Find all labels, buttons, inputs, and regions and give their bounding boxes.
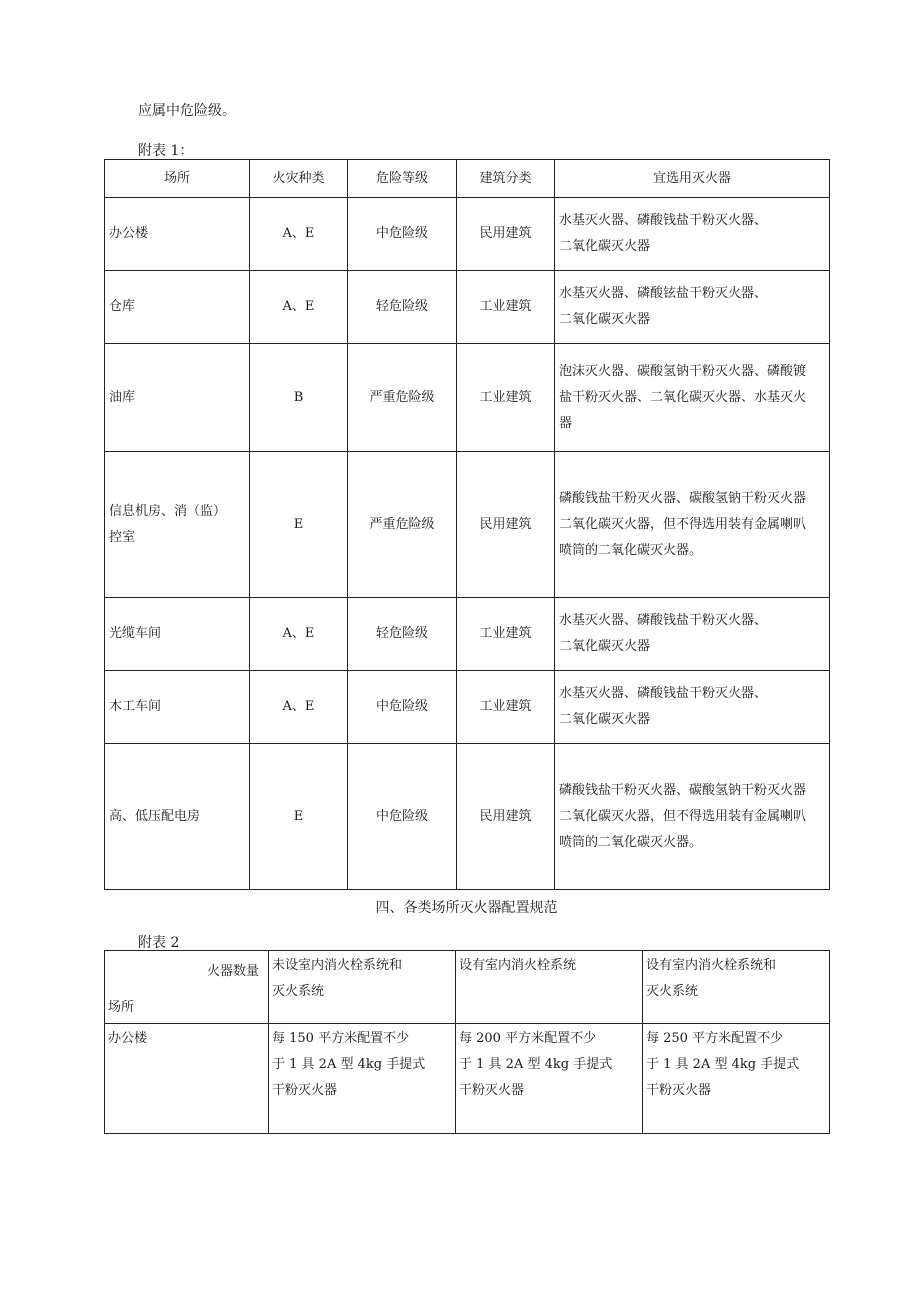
risk-cell: 轻危险级 (348, 271, 457, 344)
category-cell: 民用建筑 (457, 198, 555, 271)
table2-header-row (105, 951, 830, 1024)
extinguisher-line: 器 (559, 415, 573, 431)
fire-type-cell: A、E (250, 198, 348, 271)
extinguisher-line: 泡沫灭火器、碳酸氢钠干粉灭火器、磷酸镀 (559, 363, 807, 379)
header-place: 场所 (105, 160, 250, 198)
extinguisher-line: 二氧化碳灭火器 (559, 239, 651, 254)
fire-type-cell: A、E (250, 598, 348, 671)
place-line: 控室 (109, 529, 136, 545)
category-cell: 民用建筑 (457, 452, 555, 598)
category-cell: 工业建筑 (457, 598, 555, 671)
extinguisher-line: 二氧化碳灭火器 (559, 312, 651, 327)
col-header-line: 灭火系统 (272, 984, 325, 999)
table-row (105, 598, 830, 671)
table1-caption: 附表 1： (138, 143, 194, 159)
extinguisher-line: 水基灭火器、磷酸钱盐干粉灭火器、 (559, 613, 768, 628)
extinguisher-line: 喷筒的二氧化碳灭火器。 (559, 834, 703, 850)
extinguisher-line: 二氧化碳灭火器，但不得选用装有金属喇叭 (559, 516, 807, 532)
category-cell: 工业建筑 (457, 671, 555, 744)
fire-type-cell: B (250, 344, 348, 452)
extinguisher-line: 水基灭火器、磷酸铉盐干粉灭火器、 (559, 286, 768, 301)
table-row (105, 1024, 830, 1134)
col-header-line: 设有室内消火栓系统 (459, 958, 577, 973)
extinguisher-cell (555, 744, 830, 890)
extinguisher-cell (555, 452, 830, 598)
section-heading: 四、各类场所灭火器配置规范 (375, 900, 558, 916)
allocation-line: 每 200 平方米配置不少 (459, 1031, 597, 1046)
risk-cell: 中危险级 (348, 744, 457, 890)
table-row (105, 198, 830, 271)
fire-type-cell: E (250, 744, 348, 890)
corner-header-quantity: 火器数量 (206, 964, 259, 979)
extinguisher-line: 喷筒的二氧化碳灭火器。 (559, 542, 703, 558)
col-header-hydrant-and-system (643, 951, 830, 1024)
allocation-line: 于 1 具 2A 型 4kg 手提式 (272, 1057, 426, 1072)
risk-cell: 轻危险级 (348, 598, 457, 671)
extinguisher-cell (555, 271, 830, 344)
extinguisher-cell (555, 598, 830, 671)
allocation-line: 于 1 具 2A 型 4kg 手提式 (459, 1057, 613, 1072)
col-header-line: 未设室内消火栓系统和 (272, 958, 403, 973)
risk-cell: 中危险级 (348, 198, 457, 271)
table-row (105, 452, 830, 598)
allocation-line: 每 150 平方米配置不少 (272, 1031, 410, 1046)
allocation-line: 干粉灭火器 (459, 1083, 525, 1098)
col-header-no-hydrant (269, 951, 456, 1024)
allocation-cell (456, 1024, 643, 1134)
header-risk-level: 危险等级 (348, 160, 457, 198)
corner-header-cell (105, 951, 269, 1024)
place-cell: 油库 (105, 344, 250, 452)
table-row (105, 744, 830, 890)
extinguisher-line: 盐干粉灭火器、二氧化碳灭火器、水基灭火 (559, 389, 807, 405)
place-cell: 办公楼 (105, 198, 250, 271)
fire-type-cell: E (250, 452, 348, 598)
risk-cell: 严重危险级 (348, 452, 457, 598)
allocation-line: 于 1 具 2A 型 4kg 手提式 (646, 1057, 800, 1072)
extinguisher-line: 二氧化碳灭火器，但不得选用装有金属喇叭 (559, 808, 807, 824)
category-cell: 民用建筑 (457, 744, 555, 890)
fire-type-cell: A、E (250, 671, 348, 744)
col-header-with-hydrant (456, 951, 643, 1024)
col-header-line: 设有室内消火栓系统和 (646, 958, 777, 973)
extinguisher-line: 磷酸钱盐干粉灭火器、碳酸氢钠干粉灭火器 (559, 490, 807, 506)
header-extinguisher: 宜选用灭火器 (555, 160, 830, 198)
category-cell: 工业建筑 (457, 271, 555, 344)
allocation-line: 每 250 平方米配置不少 (646, 1031, 784, 1046)
table-row (105, 344, 830, 452)
place-cell: 木工车间 (105, 671, 250, 744)
intro-line: 应属中危险级。 (138, 103, 236, 119)
table2-caption: 附表 2 (138, 935, 180, 951)
place-cell: 光缆车间 (105, 598, 250, 671)
col-header-line: 灭火系统 (646, 984, 699, 999)
extinguisher-cell (555, 344, 830, 452)
extinguisher-line: 水基灭火器、磷酸钱盐干粉灭火器、 (559, 213, 768, 228)
table-row (105, 671, 830, 744)
table-row (105, 271, 830, 344)
place-cell: 仓库 (105, 271, 250, 344)
extinguisher-line: 二氧化碳灭火器 (559, 712, 651, 727)
extinguisher-line: 二氧化碳灭火器 (559, 639, 651, 654)
allocation-line: 干粉灭火器 (272, 1083, 338, 1098)
fire-classification-table (104, 159, 830, 890)
header-building-category: 建筑分类 (457, 160, 555, 198)
place-line: 信息机房、消（监） (109, 503, 227, 519)
header-fire-type: 火灾种类 (250, 160, 348, 198)
category-cell: 工业建筑 (457, 344, 555, 452)
place-cell: 办公楼 (105, 1024, 269, 1134)
allocation-cell (269, 1024, 456, 1134)
table1-header-row (105, 160, 830, 198)
place-cell: 高、低压配电房 (105, 744, 250, 890)
extinguisher-line: 水基灭火器、磷酸钱盐干粉灭火器、 (559, 686, 768, 701)
place-cell (105, 452, 250, 598)
extinguisher-allocation-table (104, 950, 830, 1134)
extinguisher-cell (555, 671, 830, 744)
allocation-line: 干粉灭火器 (646, 1083, 712, 1098)
allocation-cell (643, 1024, 830, 1134)
corner-header-place: 场所 (108, 1000, 135, 1015)
risk-cell: 中危险级 (348, 671, 457, 744)
extinguisher-line: 磷酸钱盐干粉灭火器、碳酸氢钠干粉灭火器 (559, 782, 807, 798)
extinguisher-cell (555, 198, 830, 271)
risk-cell: 严重危险级 (348, 344, 457, 452)
fire-type-cell: A、E (250, 271, 348, 344)
